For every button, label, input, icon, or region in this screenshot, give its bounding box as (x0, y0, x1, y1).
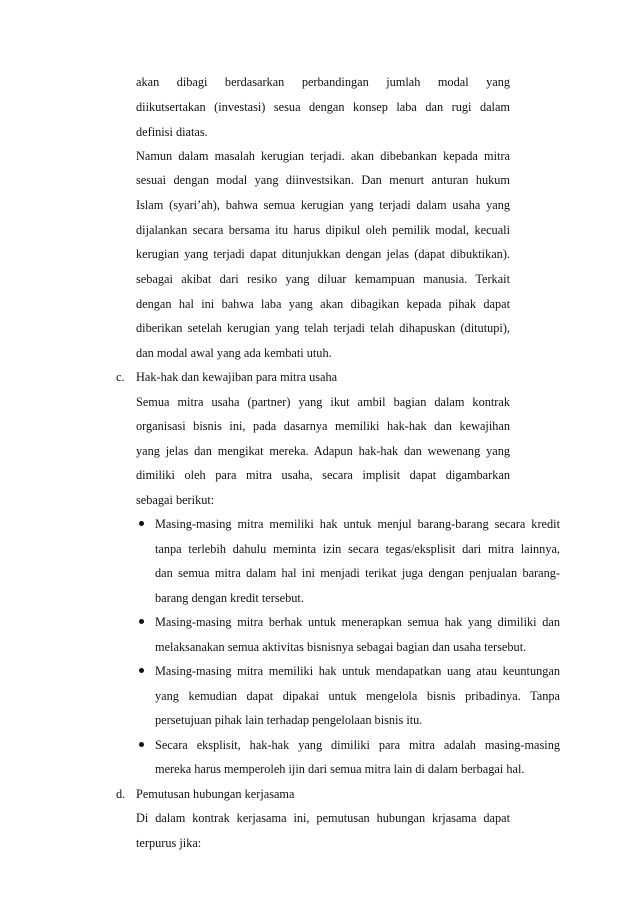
text-line: sebagai akibat dari resiko yang diluar kemampuan manusia. Terkait (136, 272, 510, 286)
text-line: Di dalam kontrak kerjasama ini, pemutusan hubungan krjasama dapat (136, 811, 510, 825)
text-line: dengan hal ini bahwa laba yang akan dibagikan kepada pihak dapat (136, 297, 510, 311)
text-line: dimiliki oleh para mitra usaha, secara implisit dapat digambarkan (136, 468, 510, 482)
bullet-icon (139, 619, 144, 624)
bullet-icon (139, 742, 144, 747)
text-line: Masing-masing mitra memiliki hak untuk menjul barang-barang secara kredit (155, 517, 560, 531)
section-marker: d. (116, 787, 126, 801)
text-line: dan semua mitra dalam hal ini menjadi terikat juga dengan penjualan barang- (155, 566, 560, 580)
text-line: terpurus jika: (136, 836, 202, 850)
section-marker: c. (116, 370, 125, 384)
section-heading: Hak-hak dan kewajiban para mitra usaha (136, 370, 338, 384)
text-line: Secara eksplisit, hak-hak yang dimiliki para mitra adalah masing-masing (155, 738, 560, 752)
text-line: yang kemudian dapat dipakai untuk mengelola bisnis pribadinya. Tanpa (155, 689, 560, 703)
bullet-icon (139, 521, 144, 526)
section-heading: Pemutusan hubungan kerjasama (136, 787, 295, 801)
text-line: kerugian yang terjadi dapat ditunjukkan dengan jelas (dapat dibuktikan). (136, 247, 510, 261)
text-line: Masing-masing mitra berhak untuk menerapkan semua hak yang dimiliki dan (155, 615, 560, 629)
text-line: definisi diatas. (136, 125, 208, 139)
text-line: sebagai berikut: (136, 493, 215, 507)
bullet-icon (139, 668, 144, 673)
text-line: akan dibagi berdasarkan perbandingan jumlah modal yang (136, 75, 510, 89)
text-line: diberikan setelah kerugian yang telah terjadi telah dihapuskan (ditutupi), (136, 321, 510, 335)
text-line: persetujuan pihak lain terhadap pengelolaan bisnis itu. (155, 713, 423, 727)
text-line: melaksanakan semua aktivitas bisnisnya sebagai bagian dan usaha tersebut. (155, 640, 527, 654)
text-line: diikutsertakan (investasi) sesua dengan konsep laba dan rugi dalam (136, 100, 510, 114)
text-line: tanpa terlebih dahulu meminta izin secara tegas/eksplisit dari mitra lainnya, (155, 542, 560, 556)
text-line: Semua mitra usaha (partner) yang ikut ambil bagian dalam kontrak (136, 395, 510, 409)
text-line: mereka harus memperoleh ijin dari semua mitra lain di dalam berbagai hal. (155, 762, 525, 776)
text-line: barang dengan kredit tersebut. (155, 591, 304, 605)
text-line: yang jelas dan mengikat mereka. Adapun hak-hak dan wewenang yang (136, 444, 510, 458)
text-line: sesuai dengan modal yang diinvestsikan. Dan menurt anturan hukum (136, 173, 510, 187)
text-line: Namun dalam masalah kerugian terjadi. akan dibebankan kepada mitra (136, 149, 510, 163)
text-line: Masing-masing mitra memiliki hak untuk mendapatkan uang atau keuntungan (155, 664, 560, 678)
text-line: dan modal awal yang ada kembati utuh. (136, 346, 332, 360)
text-line: dijalankan secara bersama itu harus dipikul oleh pemilik modal, kecuali (136, 223, 510, 237)
text-line: Islam (syari’ah), bahwa semua kerugian yang terjadi dalam usaha yang (136, 198, 510, 212)
text-line: organisasi bisnis ini, pada dasarnya memiliki hak-hak dan kewajihan (136, 419, 510, 433)
